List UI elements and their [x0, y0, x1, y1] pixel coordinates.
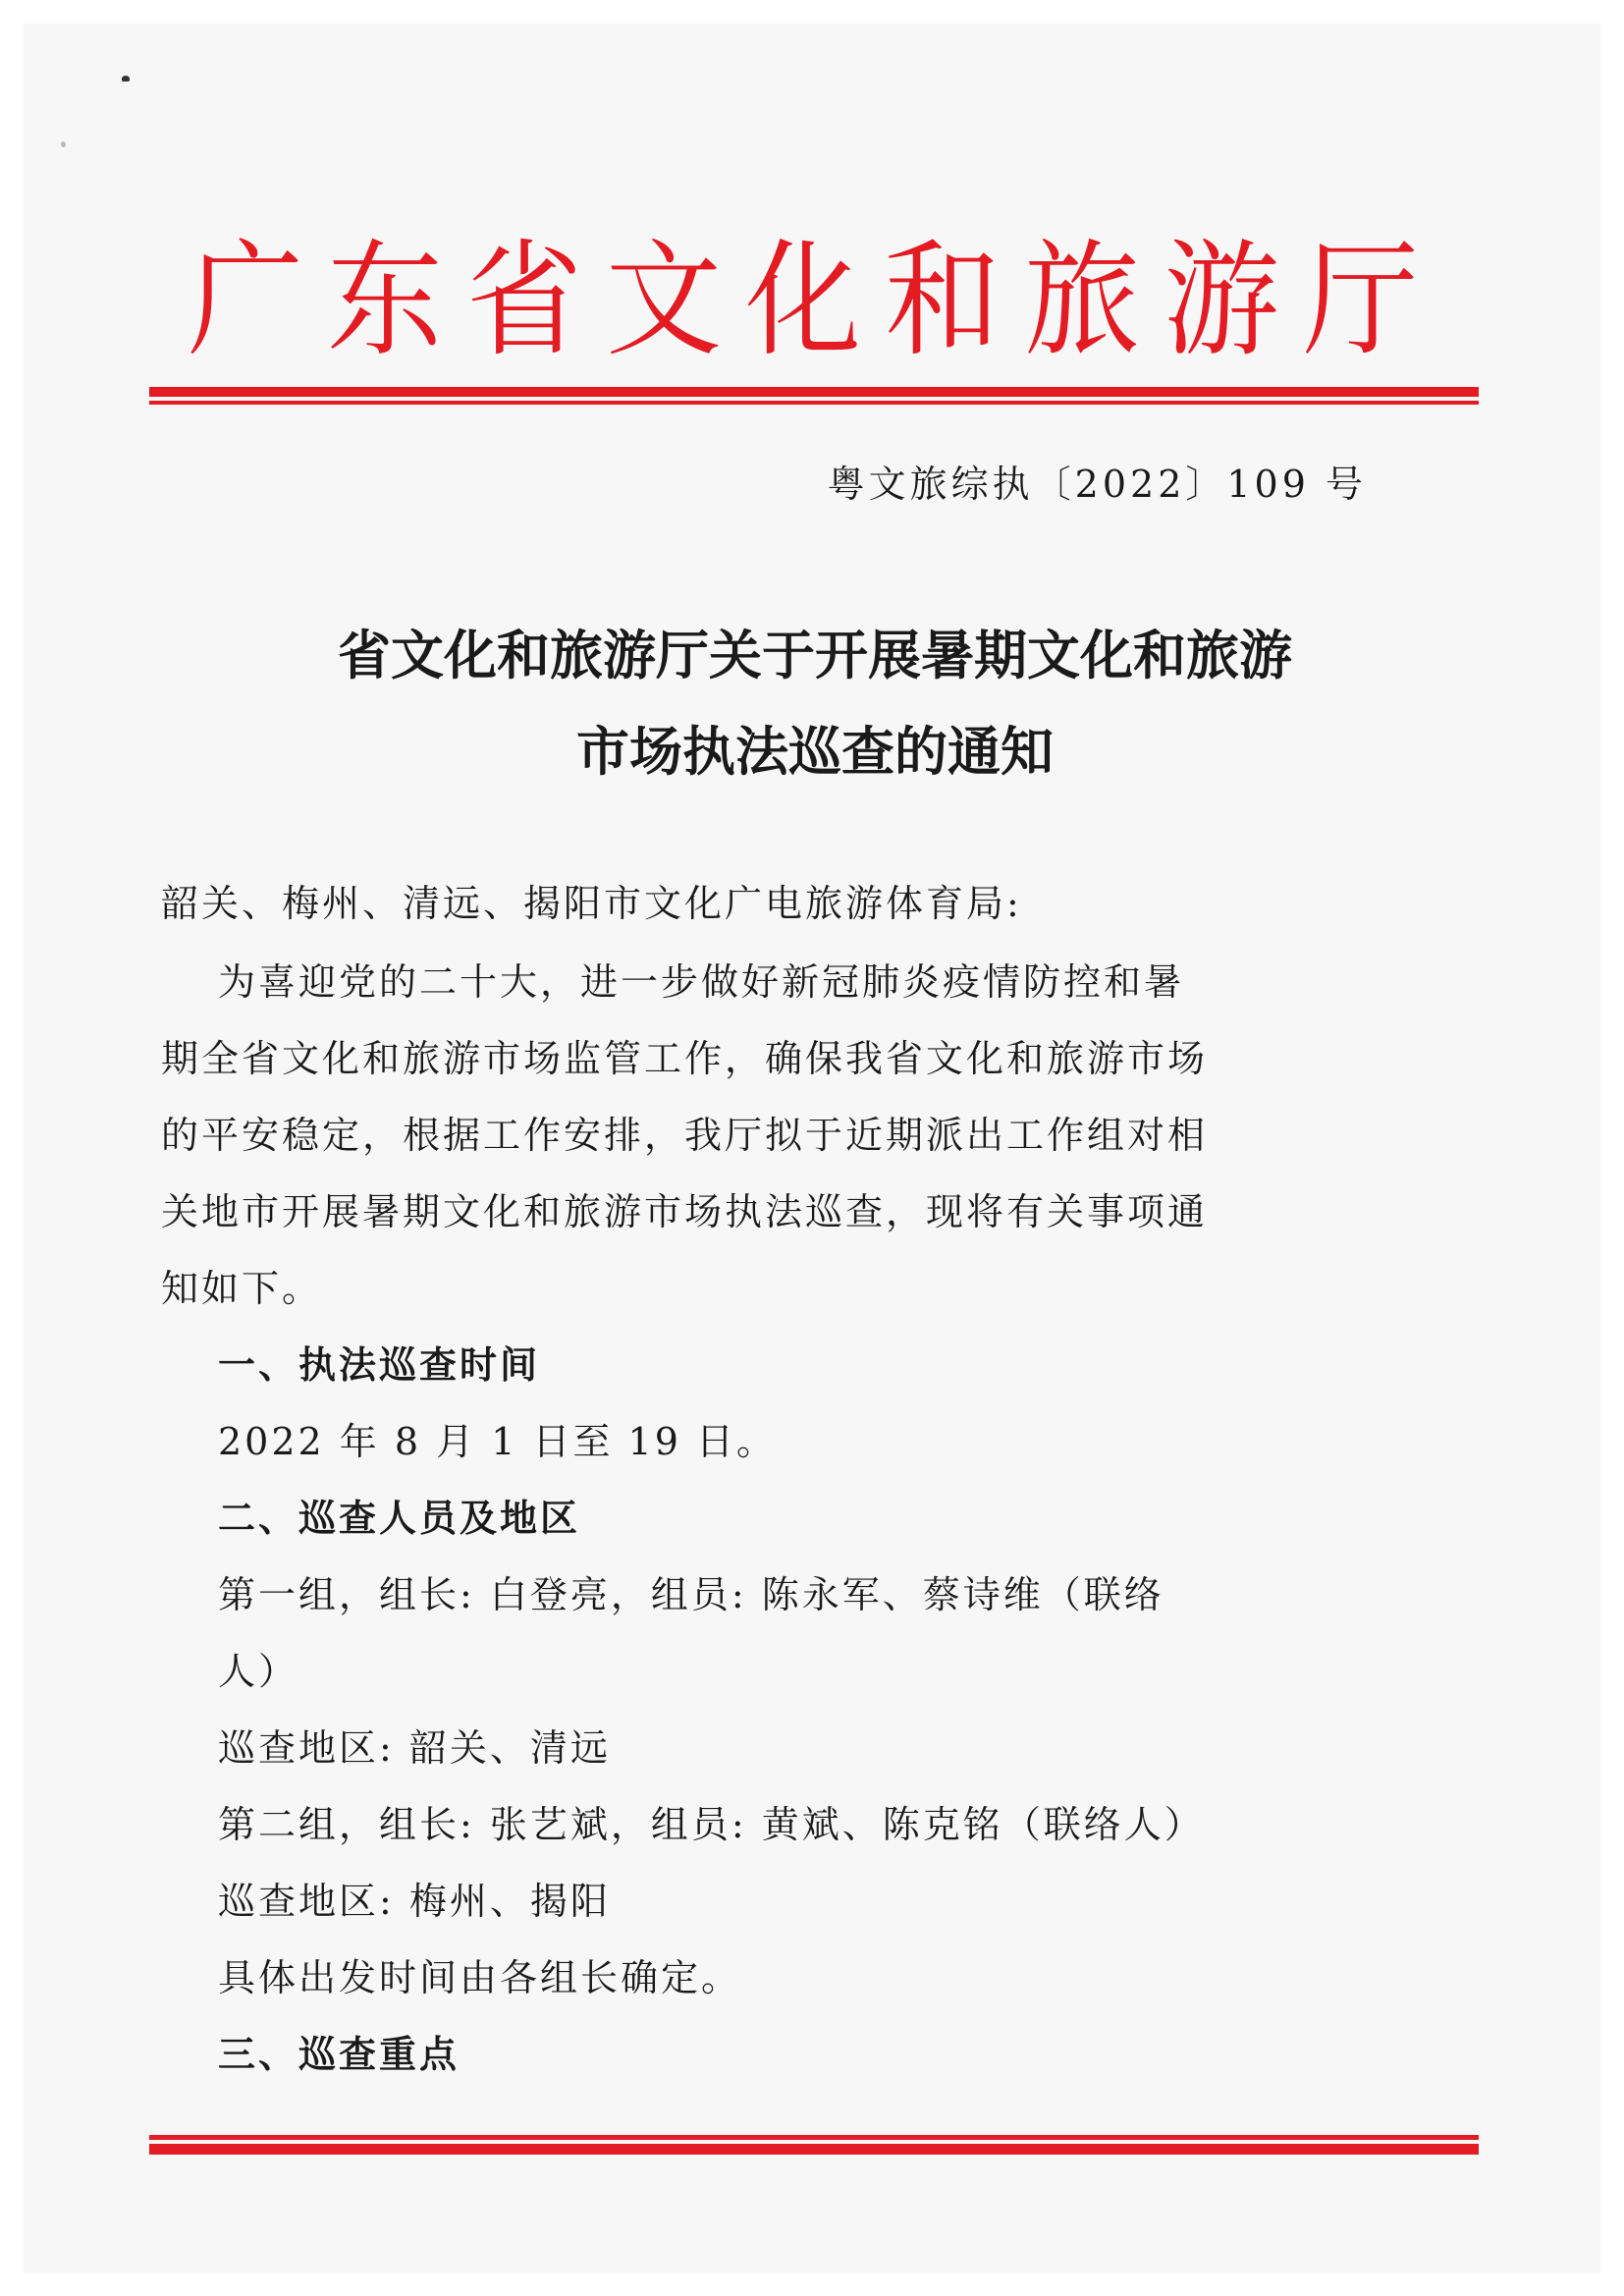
section-2-line: 人） — [218, 1650, 299, 1693]
intro-line: 期全省文化和旅游市场监管工作，确保我省文化和旅游市场 — [161, 1037, 1209, 1080]
addressee: 韶关、梅州、清远、揭阳市文化广电旅游体育局: — [161, 882, 1022, 925]
section-2-line: 巡查地区: 韶关、清远 — [218, 1726, 611, 1770]
section-3-heading: 三、巡查重点 — [218, 2033, 460, 2076]
section-1-text: 2022 年 8 月 1 日至 19 日。 — [218, 1420, 777, 1463]
header-red-rule-thin — [149, 401, 1479, 405]
notice-title-line-2: 市场执法巡查的通知 — [576, 720, 1054, 783]
org-letterhead-title: 广东省文化和旅游厅 — [187, 226, 1442, 373]
document-number: 粤文旅综执〔2022〕109 号 — [827, 463, 1367, 506]
section-2-line: 具体出发时间由各组长确定。 — [218, 1956, 742, 1999]
intro-line: 的平安稳定，根据工作安排，我厅拟于近期派出工作组对相 — [161, 1114, 1209, 1157]
scan-speck — [122, 76, 130, 82]
footer-red-rule-thick — [149, 2144, 1479, 2155]
section-2-line: 第一组，组长: 白登亮，组员: 陈永军、蔡诗维（联络 — [218, 1573, 1164, 1616]
notice-title-line-1: 省文化和旅游厅关于开展暑期文化和旅游 — [338, 624, 1292, 686]
intro-line: 知如下。 — [161, 1267, 323, 1310]
section-2-line: 第二组，组长: 张艺斌，组员: 黄斌、陈克铭（联络人） — [218, 1803, 1205, 1846]
intro-line: 为喜迎党的二十大，进一步做好新冠肺炎疫情防控和暑 — [218, 960, 1185, 1004]
section-2-heading: 二、巡查人员及地区 — [218, 1497, 581, 1540]
scan-speck — [61, 141, 66, 147]
intro-line: 关地市开展暑期文化和旅游市场执法巡查，现将有关事项通 — [161, 1190, 1209, 1233]
header-red-rule-thick — [149, 387, 1479, 397]
section-1-heading: 一、执法巡查时间 — [218, 1343, 541, 1387]
footer-red-rule-thin — [149, 2135, 1479, 2140]
section-2-line: 巡查地区: 梅州、揭阳 — [218, 1880, 611, 1923]
